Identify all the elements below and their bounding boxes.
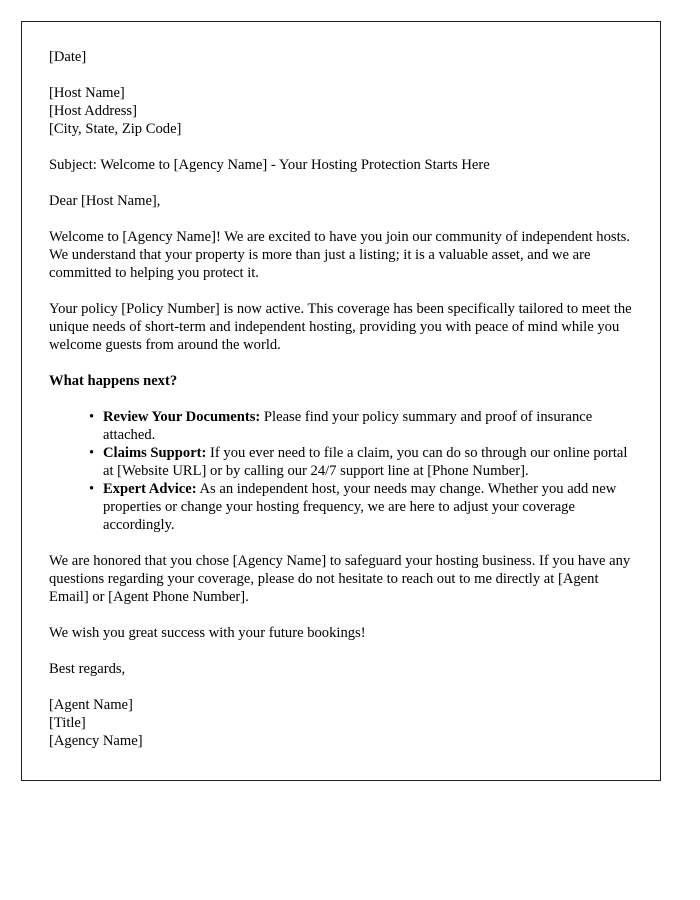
salutation: Dear [Host Name], [49, 193, 161, 209]
policy-paragraph: Your policy [Policy Number] is now active. This coverage has been specifically tailored to meet the unique needs of short-term and independent hosting, providing you with peace of mind while you welcome guests from around the world. [49, 301, 632, 353]
intro-paragraph: Welcome to [Agency Name]! We are excited to have you join our community of independent hosts. We understand that your property is more than just a listing; it is a valuable asset, and we are committed to helping you protect it. [49, 229, 630, 281]
recipient-address: [Host Address] [49, 103, 137, 119]
list-item-lead: Review Your Documents: [103, 409, 261, 425]
closing-paragraph: We are honored that you chose [Agency Name] to safeguard your hosting business. If you have any questions regarding your coverage, please do not hesitate to reach out to me directly at [Agent Email] or [Agent Phone Number]. [49, 553, 631, 605]
agent-name: [Agent Name] [49, 697, 133, 713]
subject-line: Subject: Welcome to [Agency Name] - Your Hosting Protection Starts Here [49, 157, 490, 173]
list-item-lead: Expert Advice: [103, 481, 197, 497]
agency-name: [Agency Name] [49, 733, 143, 749]
list-item-text: If you ever need to file a claim, you can do so through our online portal at [Website URL] or by calling our 24/7 support line at [Phone Number]. [103, 445, 628, 479]
list-item [89, 444, 641, 480]
list-item [89, 408, 641, 444]
letter-content [49, 48, 641, 750]
signoff: Best regards, [49, 661, 126, 677]
list-item-text: Please find your policy summary and proof of insurance attached. [103, 409, 593, 443]
date-block [49, 48, 641, 66]
next-steps-list [49, 408, 641, 534]
date-placeholder: [Date] [49, 49, 87, 65]
recipient-address-block [49, 84, 641, 138]
agent-title: [Title] [49, 715, 86, 731]
signature-block [49, 696, 641, 750]
recipient-city-state-zip: [City, State, Zip Code] [49, 121, 182, 137]
list-item-lead: Claims Support: [103, 445, 207, 461]
document-page-border [21, 21, 661, 781]
list-item [89, 480, 641, 534]
next-steps-heading: What happens next? [49, 373, 178, 389]
wishes-paragraph: We wish you great success with your future bookings! [49, 625, 366, 641]
list-item-text: As an independent host, your needs may change. Whether you add new properties or change your hosting frequency, we are here to adjust your coverage accordingly. [103, 481, 617, 533]
recipient-name: [Host Name] [49, 85, 125, 101]
